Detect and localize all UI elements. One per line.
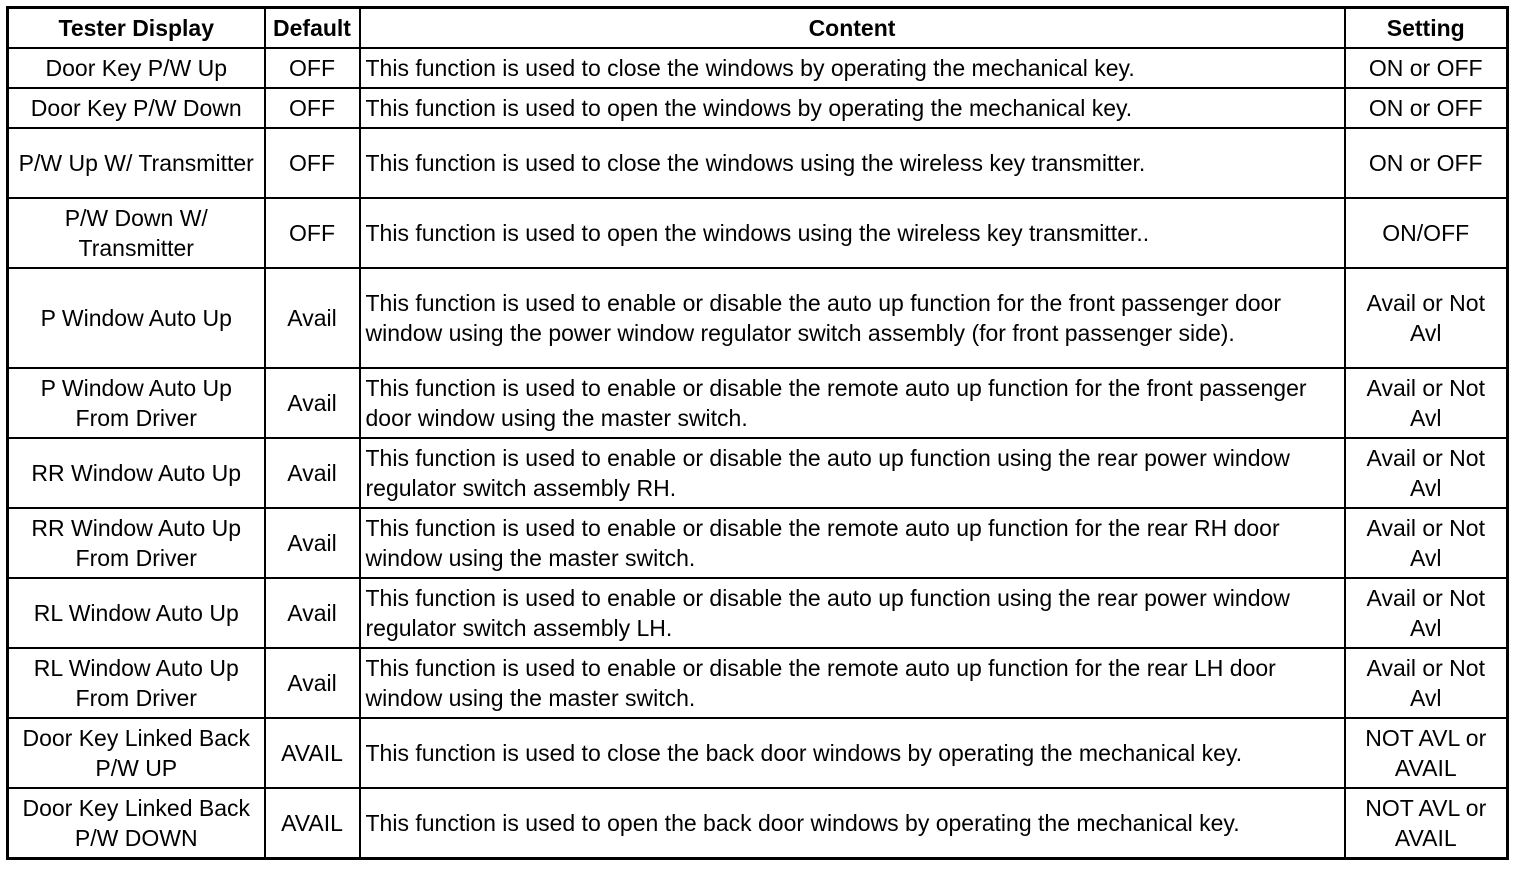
- header-content: Content: [360, 8, 1345, 49]
- content-cell: This function is used to enable or disable the auto up function using the rear power window regulator switch assembly LH.: [360, 578, 1345, 648]
- setting-cell: Avail or Not Avl: [1345, 648, 1508, 718]
- table-header-row: [8, 8, 1508, 49]
- table-row: [8, 788, 1508, 859]
- setting-cell: ON or OFF: [1345, 88, 1508, 128]
- content-cell: This function is used to close the windows by operating the mechanical key.: [360, 48, 1345, 88]
- table-row: [8, 368, 1508, 438]
- content-cell: This function is used to enable or disable the remote auto up function for the rear LH door window using the master switch.: [360, 648, 1345, 718]
- default-cell: OFF: [265, 128, 360, 198]
- table-row: [8, 718, 1508, 788]
- setting-cell: NOT AVL or AVAIL: [1345, 788, 1508, 859]
- tester-display-cell: P Window Auto Up: [8, 268, 265, 368]
- table-row: [8, 648, 1508, 718]
- default-cell: Avail: [265, 268, 360, 368]
- content-cell: This function is used to open the windows by operating the mechanical key.: [360, 88, 1345, 128]
- default-cell: Avail: [265, 578, 360, 648]
- setting-cell: Avail or Not Avl: [1345, 368, 1508, 438]
- tester-display-cell: Door Key P/W Down: [8, 88, 265, 128]
- setting-cell: Avail or Not Avl: [1345, 578, 1508, 648]
- tester-display-cell: P/W Down W/ Transmitter: [8, 198, 265, 268]
- content-cell: This function is used to enable or disable the remote auto up function for the front passenger door window using the master switch.: [360, 368, 1345, 438]
- default-cell: Avail: [265, 438, 360, 508]
- header-default: Default: [265, 8, 360, 49]
- table-row: [8, 88, 1508, 128]
- tester-display-cell: Door Key Linked Back P/W UP: [8, 718, 265, 788]
- setting-cell: ON or OFF: [1345, 128, 1508, 198]
- setting-cell: ON/OFF: [1345, 198, 1508, 268]
- tester-display-cell: P/W Up W/ Transmitter: [8, 128, 265, 198]
- tester-display-cell: Door Key Linked Back P/W DOWN: [8, 788, 265, 859]
- tester-display-cell: RL Window Auto Up From Driver: [8, 648, 265, 718]
- setting-cell: Avail or Not Avl: [1345, 508, 1508, 578]
- tester-display-cell: P Window Auto Up From Driver: [8, 368, 265, 438]
- setting-cell: Avail or Not Avl: [1345, 268, 1508, 368]
- customize-parameters-table: [6, 6, 1509, 860]
- table-row: [8, 508, 1508, 578]
- table-row: [8, 438, 1508, 508]
- default-cell: Avail: [265, 648, 360, 718]
- default-cell: Avail: [265, 368, 360, 438]
- default-cell: OFF: [265, 48, 360, 88]
- content-cell: This function is used to open the back door windows by operating the mechanical key.: [360, 788, 1345, 859]
- tester-display-cell: RR Window Auto Up: [8, 438, 265, 508]
- setting-cell: NOT AVL or AVAIL: [1345, 718, 1508, 788]
- tester-display-cell: Door Key P/W Up: [8, 48, 265, 88]
- default-cell: OFF: [265, 198, 360, 268]
- default-cell: AVAIL: [265, 718, 360, 788]
- tester-display-cell: RL Window Auto Up: [8, 578, 265, 648]
- default-cell: OFF: [265, 88, 360, 128]
- default-cell: AVAIL: [265, 788, 360, 859]
- content-cell: This function is used to enable or disable the remote auto up function for the rear RH door window using the master switch.: [360, 508, 1345, 578]
- content-cell: This function is used to enable or disable the auto up function using the rear power window regulator switch assembly RH.: [360, 438, 1345, 508]
- header-setting: Setting: [1345, 8, 1508, 49]
- setting-cell: Avail or Not Avl: [1345, 438, 1508, 508]
- table-row: [8, 578, 1508, 648]
- tester-display-cell: RR Window Auto Up From Driver: [8, 508, 265, 578]
- table-row: [8, 198, 1508, 268]
- content-cell: This function is used to close the windows using the wireless key transmitter.: [360, 128, 1345, 198]
- table-row: [8, 268, 1508, 368]
- content-cell: This function is used to enable or disable the auto up function for the front passenger door window using the power window regulator switch assembly (for front passenger side).: [360, 268, 1345, 368]
- setting-cell: ON or OFF: [1345, 48, 1508, 88]
- table-row: [8, 128, 1508, 198]
- default-cell: Avail: [265, 508, 360, 578]
- content-cell: This function is used to open the windows using the wireless key transmitter..: [360, 198, 1345, 268]
- header-tester-display: Tester Display: [8, 8, 265, 49]
- content-cell: This function is used to close the back door windows by operating the mechanical key.: [360, 718, 1345, 788]
- table-row: [8, 48, 1508, 88]
